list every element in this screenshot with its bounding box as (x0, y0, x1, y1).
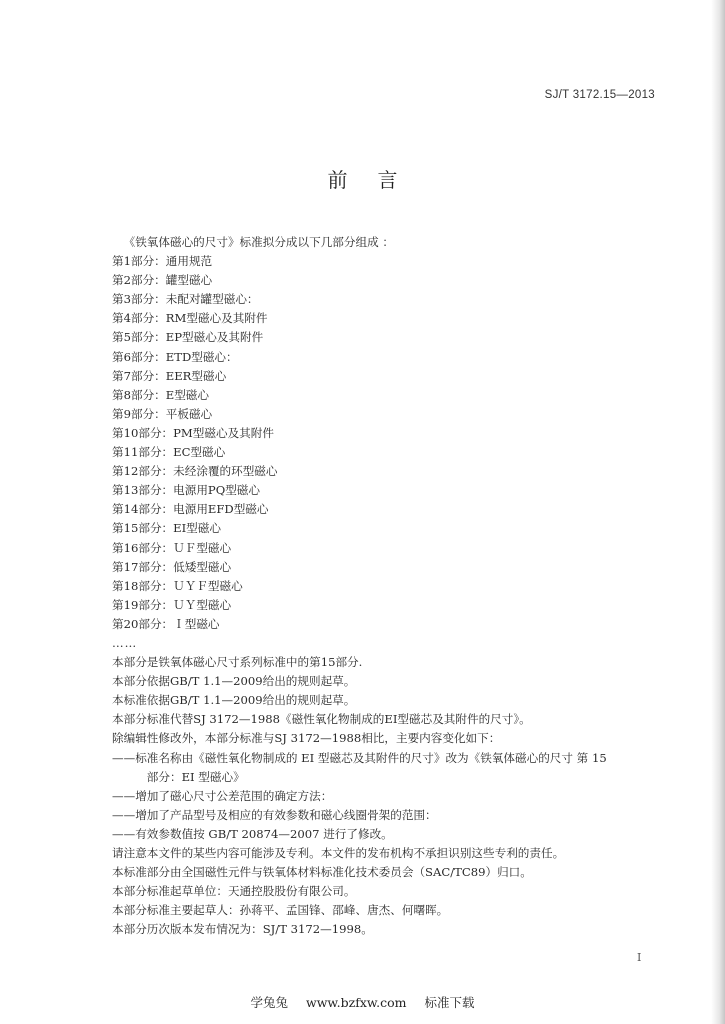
page-edge-shadow (711, 0, 725, 1024)
change-item: ——增加了产品型号及相应的有效参数和磁心线圈骨架的范围： (112, 807, 437, 822)
part-item: 第12部分：未经涂覆的环型磁心 (112, 464, 278, 479)
part-item: 第2部分：罐型磁心 (112, 273, 213, 288)
part-item: 第13部分：电源用PQ型磁心 (112, 483, 260, 498)
part-item: 第20部分：Ｉ型磁心 (112, 616, 220, 631)
part-item: 第5部分：EP型磁心及其附件 (112, 330, 264, 345)
part-item: 第10部分：PM型磁心及其附件 (112, 425, 274, 440)
body-line: 本部分依据GB/T 1.1—2009给出的规则起草。 (112, 674, 356, 689)
footer-watermark (0, 993, 725, 1011)
closing-line: 本部分标准主要起草人：孙蒋平、孟国锋、邵峰、唐杰、何曙晖。 (112, 903, 449, 918)
footer-tagline: 标准下载 (424, 995, 475, 1010)
part-item: 第4部分：RM型磁心及其附件 (112, 311, 268, 326)
part-item: 第15部分：EI型磁心 (112, 521, 221, 536)
part-item: 第8部分：E型磁心 (112, 387, 209, 402)
closing-line: 本部分历次版本发布情况为：SJ/T 3172—1998。 (112, 922, 373, 937)
page-title: 前言 (327, 168, 428, 192)
body-line: 本部分是铁氧体磁心尺寸系列标准中的第15部分. (112, 655, 363, 670)
part-item: 第19部分：ＵＹ型磁心 (112, 597, 232, 612)
page-number: I (637, 951, 642, 964)
changes-list (112, 749, 660, 844)
closing-line: 本标准部分由全国磁性元件与铁氧体材料标准化技术委员会（SAC/TC89）归口。 (112, 865, 532, 880)
part-item: 第14部分：电源用EFD型磁心 (112, 502, 269, 517)
change-item: ——增加了磁心尺寸公差范围的确定方法： (112, 788, 333, 803)
part-item: 第17部分：低矮型磁心 (112, 559, 232, 574)
change-item-continuation: 部分：EI 型磁心》 (146, 769, 245, 784)
change-item: ——标准名称由《磁性氧化物制成的 EI 型磁芯及其附件的尺寸》改为《铁氧体磁心的尺寸 第 15 (112, 750, 607, 765)
footer-url[interactable]: www.bzfxw.com (306, 995, 407, 1010)
part-item: 第6部分：ETD型磁心： (112, 349, 238, 364)
parts-list (112, 252, 660, 634)
closing-line: 请注意本文件的某些内容可能涉及专利。本文件的发布机构不承担识别这些专利的责任。 (112, 846, 565, 860)
footer-site-name: 学兔兔 (250, 995, 289, 1010)
part-item: 第11部分：EC型磁心 (112, 445, 226, 460)
intro-line: 《铁氧体磁心的尺寸》标准拟分成以下几部分组成 ： (123, 235, 394, 249)
closing-line: 本部分标准起草单位：天通控股股份有限公司。 (112, 884, 356, 899)
part-item: 第3部分：未配对罐型磁心： (112, 292, 259, 307)
document-body (112, 233, 660, 939)
body-line: 本标准依据GB/T 1.1—2009给出的规则起草。 (112, 693, 356, 708)
body-line: 本部分标准代替SJ 3172—1988《磁性氧化物制成的EI型磁芯及其附件的尺寸》。 (112, 712, 531, 727)
document-code: SJ/T 3172.15—2013 (544, 89, 655, 101)
part-item: 第16部分：ＵＦ型磁心 (112, 540, 232, 555)
part-item: 第1部分：通用规范 (112, 254, 213, 269)
part-item: 第7部分：EER型磁心 (112, 368, 227, 383)
change-item: ——有效参数值按 GB/T 20874—2007 进行了修改。 (112, 826, 393, 841)
list-ellipsis: …… (112, 635, 138, 650)
part-item: 第18部分：ＵＹＦ型磁心 (112, 578, 243, 593)
body-line: 除编辑性修改外，本部分标准与SJ 3172—1988相比，主要内容变化如下： (112, 731, 501, 746)
part-item: 第9部分：平板磁心 (112, 406, 213, 421)
